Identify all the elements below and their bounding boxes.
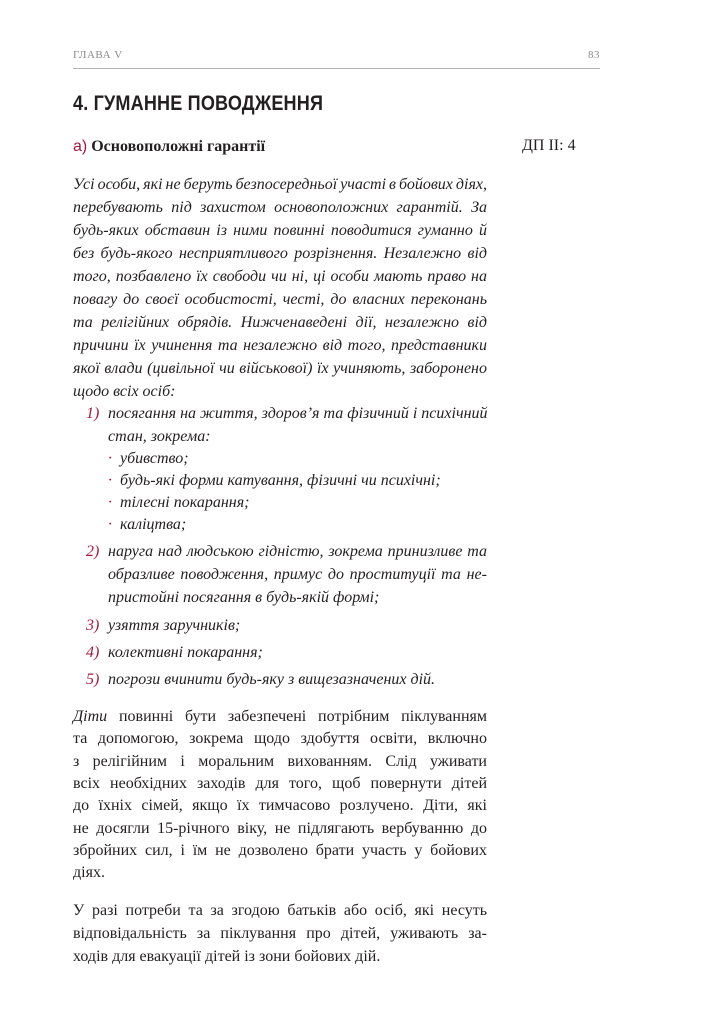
- children-lead-word: Діти: [73, 708, 108, 725]
- list-item-number: 4): [86, 644, 100, 661]
- list-item-number: 2): [86, 543, 100, 560]
- intro-paragraph-line: Усі особи, які не беруть безпосередньої участі в бойових діях,: [73, 176, 487, 193]
- list-item-text: узяття заручників;: [108, 617, 241, 634]
- subsection-text: Основоположні гарантії: [91, 138, 266, 155]
- side-reference: ДП II: 4: [522, 137, 576, 154]
- intro-paragraph-line: та релігійних обрядів. Нижченаведені дії, незалежно від: [73, 314, 487, 331]
- intro-paragraph-line: перебувають під захистом основоположних гарантій. За: [73, 199, 487, 216]
- list-item-text: пристойні посягання в будь-якій формі;: [108, 589, 380, 606]
- page-number: 83: [588, 49, 600, 61]
- list-item-number: 3): [86, 617, 100, 634]
- list-item-text: наруга над людською гідністю, зокрема принизливе та: [108, 543, 487, 560]
- list-item-text: колективні покарання;: [108, 644, 263, 661]
- evacuation-paragraph-line: ходів для евакуації дітей із зони бойових дій.: [73, 948, 381, 965]
- children-paragraph-text: повинні бути забезпечені потрібним піклуванням: [107, 708, 487, 725]
- list-item-number: 5): [86, 671, 100, 688]
- sub-list-item: убивство;: [120, 450, 189, 467]
- bullet-icon: ·: [108, 450, 112, 467]
- list-item-text: посягання на життя, здоров’я та фізичний і психічний: [108, 405, 488, 422]
- sub-list-item: будь-які форми катування, фізичні чи психічні;: [120, 472, 441, 489]
- children-paragraph-line: збройних сил, і їм не дозволено брати участь у бойових: [73, 841, 487, 859]
- children-paragraph-line: діях.: [73, 864, 105, 882]
- children-paragraph-line: не досягли 15-річного віку, не підлягають вербуванню до: [73, 819, 487, 837]
- intro-paragraph-line: якої влади (цивільної чи військової) їх учиняють, заборонено: [73, 360, 487, 377]
- children-paragraph-line: та допомогою, зокрема щодо здобуття освіти, включно: [73, 730, 487, 748]
- intro-paragraph-line: щодо всіх осіб:: [73, 383, 176, 400]
- subsection-heading: [73, 138, 265, 156]
- list-item-text: стан, зокрема:: [108, 428, 211, 445]
- subsection-letter: а): [73, 138, 88, 155]
- section-title: 4. ГУМАННЕ ПОВОДЖЕННЯ: [73, 92, 324, 115]
- children-paragraph-line: [73, 707, 487, 727]
- intro-paragraph-line: будь-яких обставин із ними повинні поводитися гуманно й: [73, 222, 487, 239]
- bullet-icon: ·: [108, 516, 112, 533]
- bullet-icon: ·: [108, 494, 112, 511]
- list-item-number: 1): [86, 405, 100, 422]
- bullet-icon: ·: [108, 472, 112, 489]
- intro-paragraph-line: без будь-якого несприятливого розрізнення. Незалежно від: [73, 245, 487, 262]
- list-item-text: погрози вчинити будь-яку з вищезазначених дій.: [108, 671, 436, 688]
- intro-paragraph-line: повагу до своєї особистості, честі, до власних переконань: [73, 291, 487, 308]
- sub-list-item: тілесні покарання;: [120, 494, 250, 511]
- intro-paragraph-line: того, позбавлено їх свободи чи ні, ці особи мають право на: [73, 268, 487, 285]
- sub-list-item: каліцтва;: [120, 516, 187, 533]
- intro-paragraph-line: причини їх учинення та незалежно від того, представники: [73, 337, 487, 354]
- running-header-chapter: ГЛАВА V: [73, 49, 123, 61]
- evacuation-paragraph-line: відповідальність за піклування про дітей, уживають за-: [73, 925, 487, 942]
- header-divider: [73, 68, 600, 69]
- children-paragraph-line: всіх необхідних заходів для того, щоб повернути дітей: [73, 774, 487, 792]
- children-paragraph-line: до їхніх сімей, якщо їх тимчасово розлучено. Діти, які: [73, 797, 487, 815]
- children-paragraph-line: з релігійним і моральним вихованням. Слід уживати: [73, 752, 487, 770]
- list-item-text: образливе поводження, примус до проституції та не-: [108, 566, 487, 583]
- evacuation-paragraph-line: У разі потреби та за згодою батьків або осіб, які несуть: [73, 902, 487, 919]
